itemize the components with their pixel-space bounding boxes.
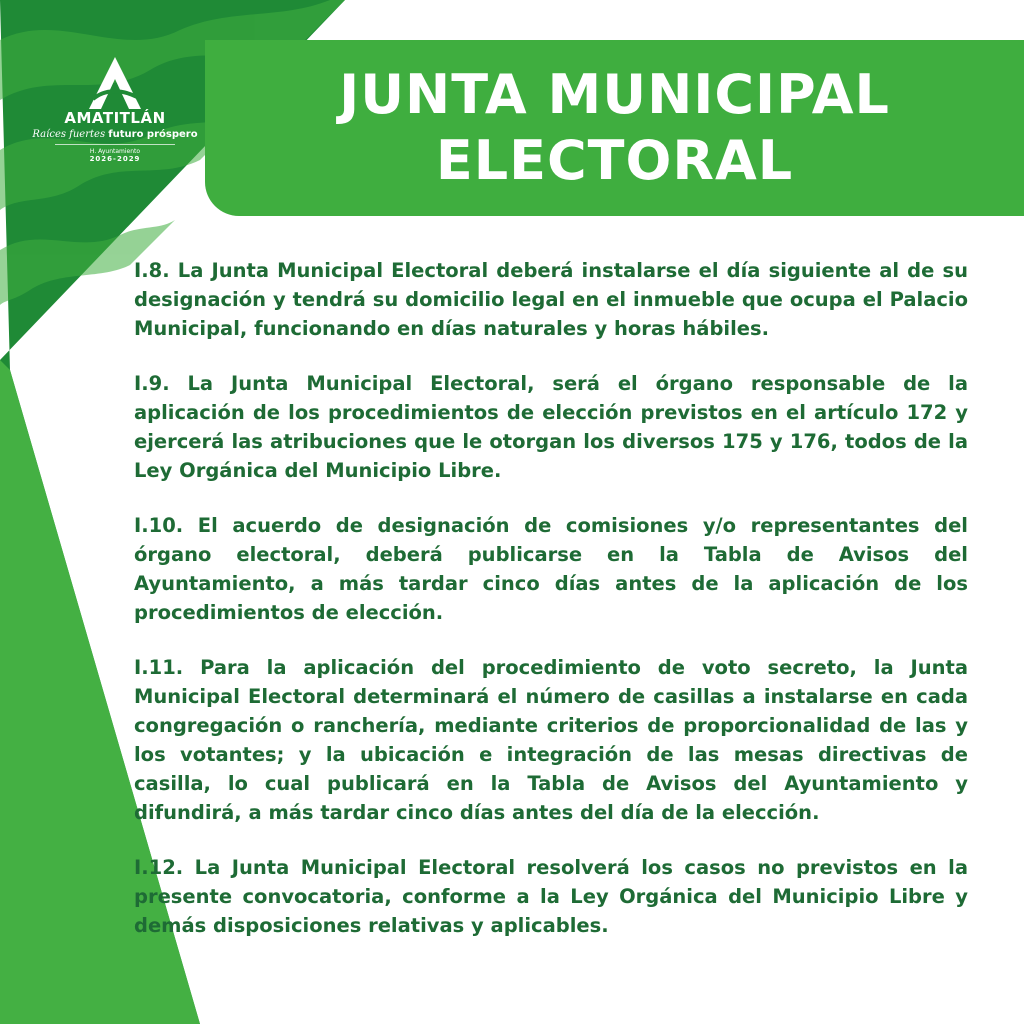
paragraph-i10: I.10. El acuerdo de designación de comisiones y/o representantes del órgano electoral, deberá publicarse en la Tabla de Avisos del Ayuntamiento, a más tardar cinco días antes de la aplicación de los procedimientos de elección. (134, 514, 968, 624)
page-title-line-1: JUNTA MUNICIPAL (339, 63, 890, 126)
paragraph-i9: I.9. La Junta Municipal Electoral, será el órgano responsable de la aplicación de los procedimientos de elección previstos en el artículo 172 y ejercerá las atribuciones que le otorgan los diversos 175 y 176, todos de la Ley Orgánica del Municipio Libre. (134, 372, 968, 482)
logo-name: AMATITLÁN (64, 109, 166, 127)
logo-divider (55, 144, 175, 145)
document-body (134, 256, 968, 966)
paragraph-i12: I.12. La Junta Municipal Electoral resolverá los casos no previstos en la presente convocatoria, conforme a la Ley Orgánica del Municipio Libre y demás disposiciones relativas y aplicables. (134, 856, 968, 937)
logo-motto-bold: futuro próspero (108, 129, 198, 140)
paragraph-i8: I.8. La Junta Municipal Electoral deberá instalarse el día siguiente al de su designación y tendrá su domicilio legal en el inmueble que ocupa el Palacio Municipal, funcionando en días naturales y horas hábiles. (134, 259, 968, 340)
amatitlan-logo (30, 55, 200, 175)
title-banner (205, 40, 1024, 216)
page-title-line-2: ELECTORAL (435, 129, 794, 192)
logo-motto-script: Raíces fuertes (32, 129, 106, 140)
logo-sub: H. Ayuntamiento (89, 148, 141, 155)
logo-motto (30, 129, 200, 140)
logo-years: 2026-2029 (89, 155, 141, 163)
logo-a-icon (85, 55, 145, 111)
paragraph-i11: I.11. Para la aplicación del procedimiento de voto secreto, la Junta Municipal Electoral determinará el número de casillas a instalarse en cada congregación o ranchería, mediante criterios de proporcionalidad de las y los votantes; y la ubicación e integración de las mesas directivas de casilla, lo cual publicará en la Tabla de Avisos del Ayuntamiento y difundirá, a más tardar cinco días antes del día de la elección. (134, 656, 968, 824)
